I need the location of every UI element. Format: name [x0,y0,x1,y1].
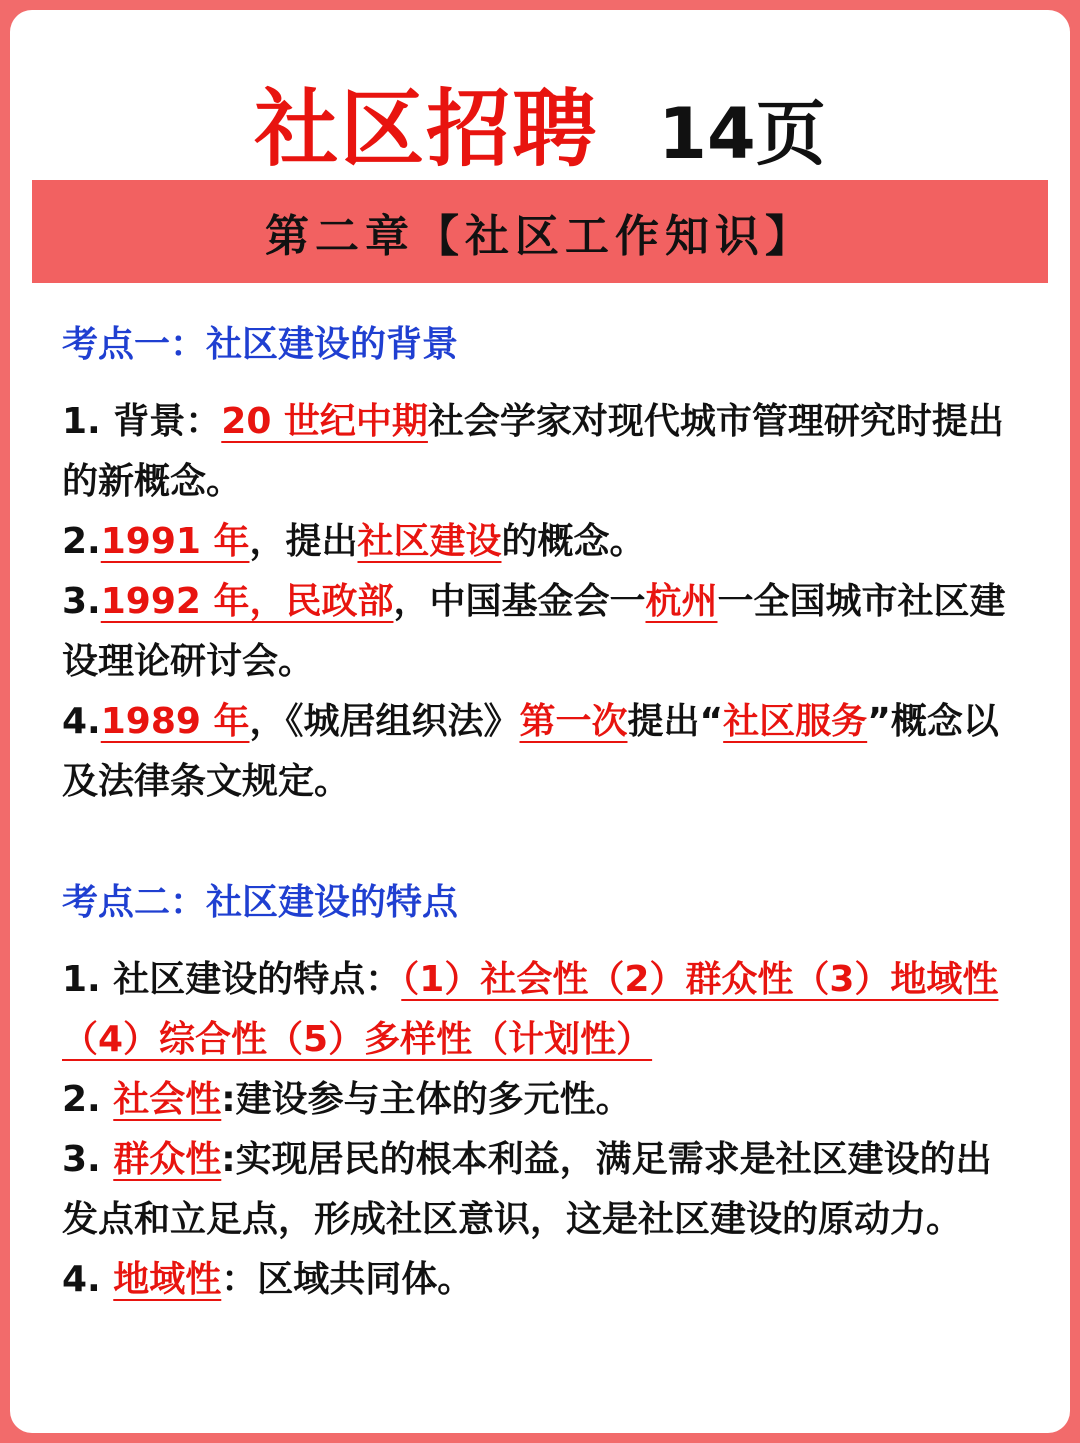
title-pages: 14页 [658,93,826,175]
highlight-text: 1992 年，民政部 [100,581,394,622]
highlight-text: 地域性 [113,1259,222,1300]
item-text: ，提出 [249,521,358,562]
list-item [62,512,1022,572]
item-text: 3. [62,1139,114,1180]
list-item [62,1070,1022,1130]
item-text: 社会学家对现代城市管理研究时提出的新概念。 [62,401,1004,502]
item-text: 提出“ [627,701,724,742]
section-features [62,878,1022,1310]
highlight-text: 群众性 [113,1139,222,1180]
highlight-text: 第一次 [519,701,628,742]
item-text: 4. [62,701,101,742]
item-text: 3. [62,581,101,622]
section-background [62,320,1022,812]
item-text: 2. [62,1079,114,1120]
highlight-text: （1）社会性（2）群众性（3）地域性（4）综合性（5）多样性（计划性） [62,959,999,1060]
item-text: 1. 社区建设的特点： [62,959,402,1000]
item-text: 一全国城市社区建设理论研讨会。 [62,581,1006,682]
item-text: 的概念。 [501,521,646,562]
highlight-text: 杭州 [645,581,718,622]
section-heading: 考点二：社区建设的特点 [62,882,459,923]
item-text: ，《城居组织法》 [249,701,520,742]
list-item [62,950,1022,1070]
highlight-text: 社区建设 [357,521,502,562]
highlight-text: 1991 年 [100,521,250,562]
content-body [62,320,1022,1310]
content-card [10,10,1070,1433]
item-text: :建设参与主体的多元性。 [221,1079,632,1120]
section-heading: 考点一：社区建设的背景 [62,324,459,365]
highlight-text: 20 世纪中期 [221,401,428,442]
chapter-banner: 第二章【社区工作知识】 [32,180,1048,283]
list-item [62,392,1022,512]
highlight-text: 社会性 [113,1079,222,1120]
list-item [62,1130,1022,1250]
page-title [10,62,1070,178]
item-text: ：区域共同体。 [221,1259,474,1300]
item-text: :实现居民的根本利益，满足需求是社区建设的出发点和立足点，形成社区意识，这是社区建设的原动力。 [62,1139,992,1240]
item-text: 1. 背景： [62,401,222,442]
list-item [62,692,1022,812]
list-item [62,1250,1022,1310]
item-text: ”概念以及法律条文规定。 [62,701,999,802]
title-main: 社区招聘 [254,80,599,178]
item-text: ，中国基金会一 [393,581,646,622]
highlight-text: 社区服务 [723,701,868,742]
list-item [62,572,1022,692]
highlight-text: 1989 年 [100,701,250,742]
item-text: 2. [62,521,101,562]
item-text: 4. [62,1259,114,1300]
